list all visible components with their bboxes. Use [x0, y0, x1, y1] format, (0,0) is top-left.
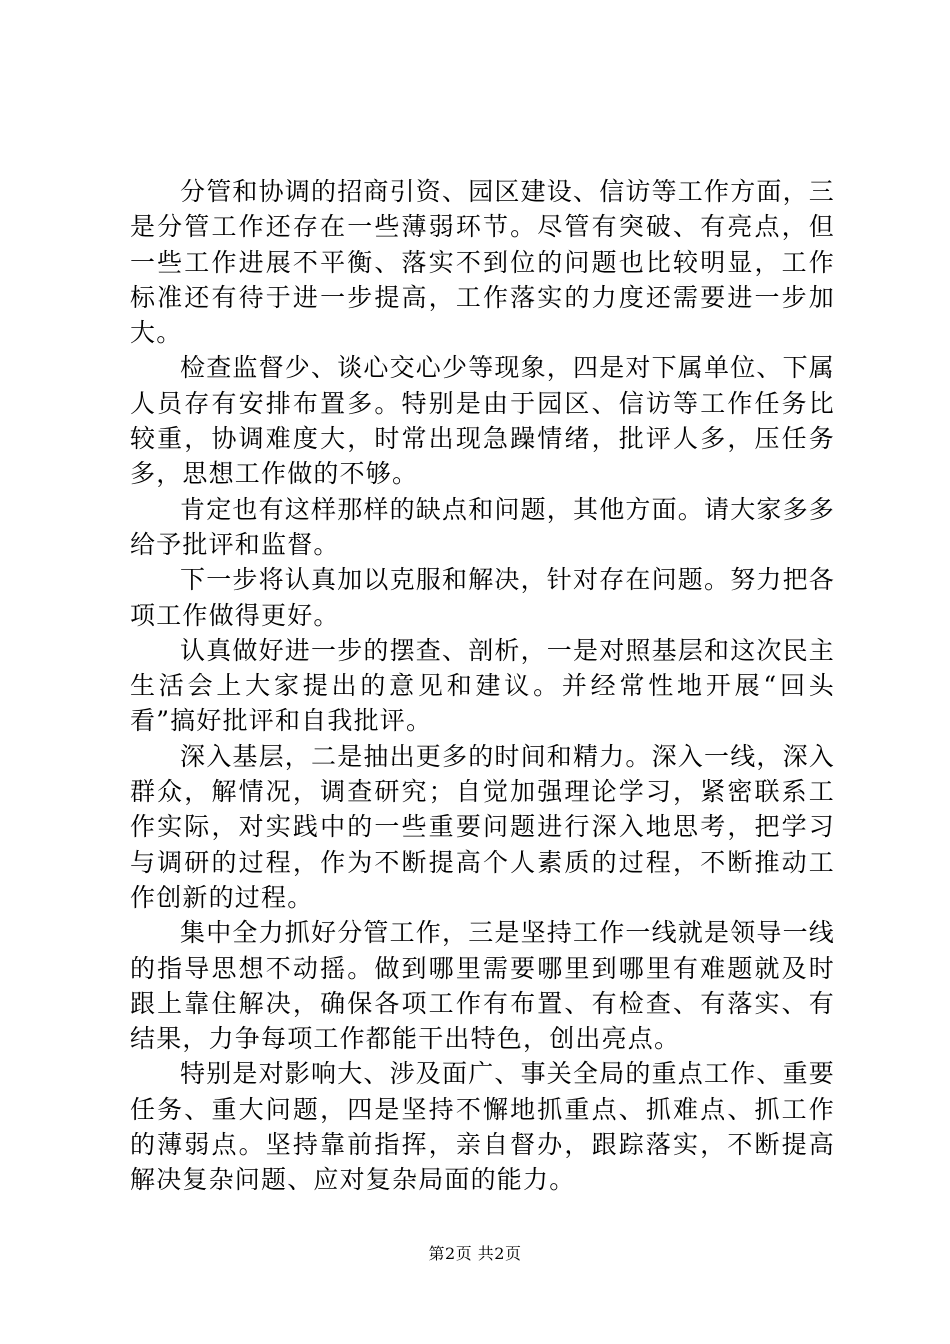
paragraph: 分管和协调的招商引资、园区建设、信访等工作方面，三是分管工作还存在一些薄弱环节。尽管有突破、有亮点，但一些工作进展不平衡、落实不到位的问题也比较明显，工作标准还有待于进一步提高，工作落实的力度还需要进一步加大。 [130, 177, 836, 348]
page-footer [0, 1244, 950, 1264]
paragraph: 下一步将认真加以克服和解决，针对存在问题。努力把各项工作做得更好。 [130, 565, 836, 630]
paragraph: 深入基层，二是抽出更多的时间和精力。深入一线，深入群众，解情况，调查研究；自觉加强理论学习，紧密联系工作实际，对实践中的一些重要问题进行深入地思考，把学习与调研的过程，作为不断提高个人素质的过程，不断推动工作创新的过程。 [130, 741, 836, 912]
paragraph: 集中全力抓好分管工作，三是坚持工作一线就是领导一线的指导思想不动摇。做到哪里需要哪里到哪里有难题就及时跟上靠住解决，确保各项工作有布置、有检查、有落实、有结果，力争每项工作都能干出特色，创出亮点。 [130, 918, 836, 1054]
paragraph: 肯定也有这样那样的缺点和问题，其他方面。请大家多多给予批评和监督。 [130, 494, 836, 559]
paragraph: 检查监督少、谈心交心少等现象，四是对下属单位、下属人员存有安排布置多。特别是由于园区、信访等工作任务比较重，协调难度大，时常出现急躁情绪，批评人多，压任务多，思想工作做的不够。 [130, 353, 836, 489]
paragraph: 特别是对影响大、涉及面广、事关全局的重点工作、重要任务、重大问题，四是坚持不懈地抓重点、抓难点、抓工作的薄弱点。坚持靠前指挥，亲自督办，跟踪落实，不断提高解决复杂问题、应对复杂局面的能力。 [130, 1059, 836, 1195]
document-body [130, 174, 835, 1198]
page-number: 第2页 共2页 [428, 1244, 522, 1263]
paragraph: 认真做好进一步的摆查、剖析，一是对照基层和这次民主生活会上大家提出的意见和建议。并经常性地开展“回头看”搞好批评和自我批评。 [130, 635, 836, 736]
